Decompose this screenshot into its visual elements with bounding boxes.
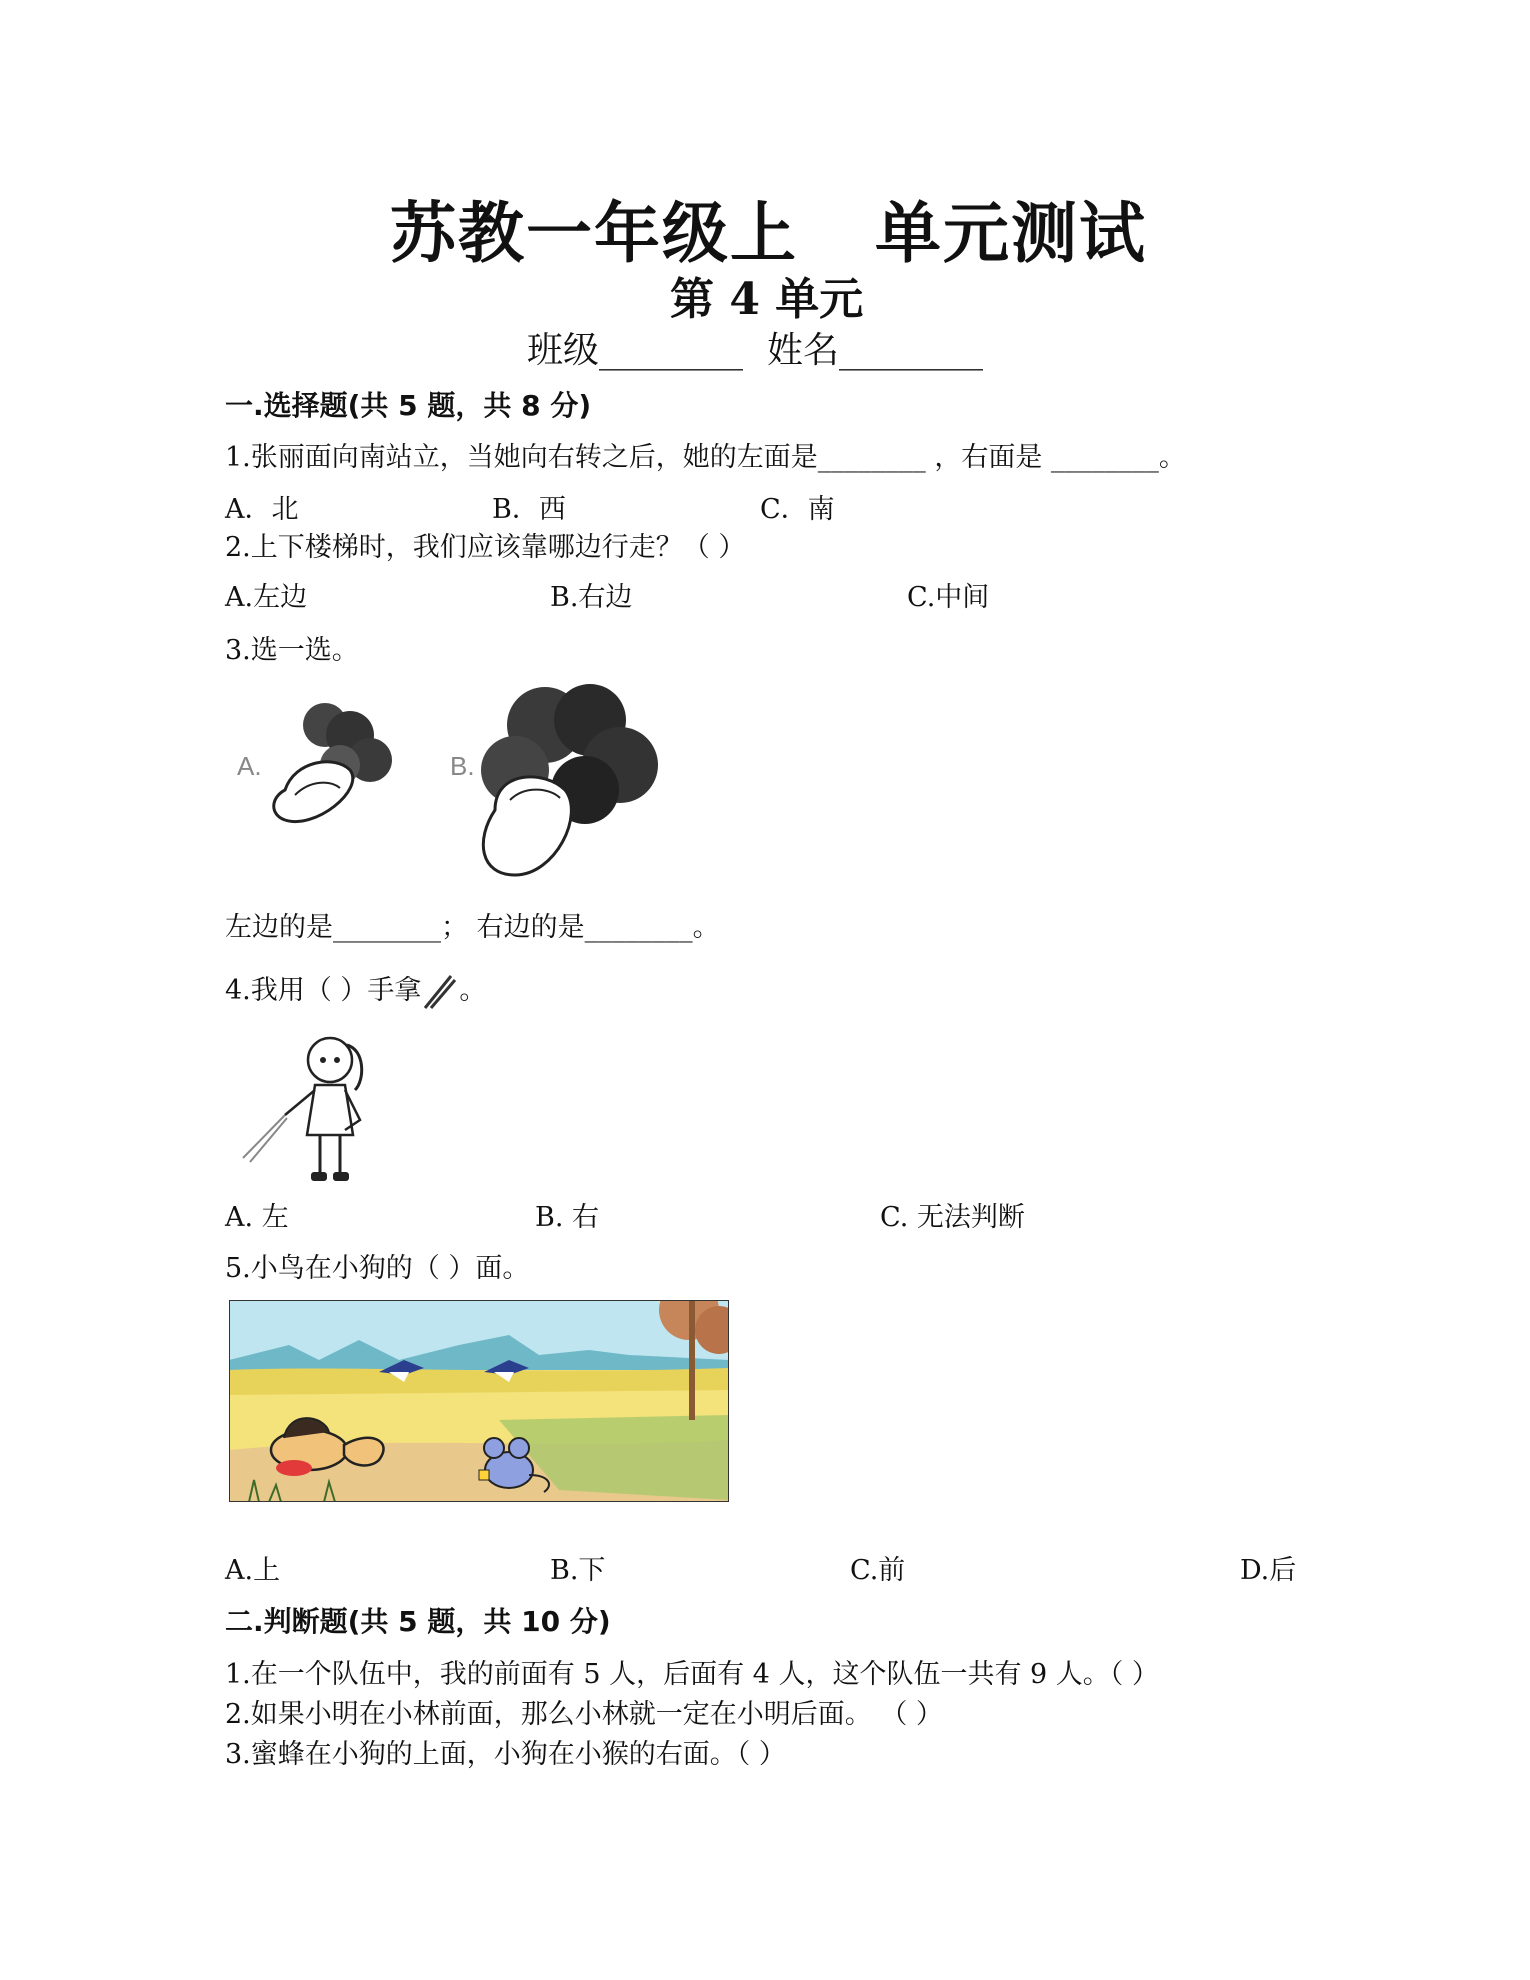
question-4: [225, 968, 486, 1012]
cabbage-label-a: A.: [237, 751, 262, 781]
q5-option-b: B.下: [550, 1555, 606, 1586]
cabbage-label-b: B.: [450, 751, 475, 781]
bird-dog-mouse-scene: [229, 1300, 729, 1502]
q4-option-b: B. 右: [535, 1202, 600, 1233]
q2-option-b: B.右边: [550, 582, 633, 613]
q3-answer-line: 左边的是________； 右边的是________。: [225, 912, 720, 943]
q5-option-c: C.前: [850, 1555, 906, 1586]
small-cabbage-icon: [274, 703, 392, 822]
tweezers-icon: [421, 972, 459, 1012]
class-field-label: 班级________: [527, 330, 744, 371]
section-heading-choice: 一.选择题(共 5 题，共 8 分): [225, 389, 592, 422]
q4-option-c: C. 无法判断: [880, 1202, 1025, 1233]
question-1: 1.张丽面向南站立，当她向右转之后，她的左面是________ ，右面是 ________。: [225, 442, 1186, 473]
judgment-item-2: 2.如果小明在小林前面，那么小林就一定在小明后面。 （ ）: [225, 1699, 943, 1730]
q1-option-a: A．北: [225, 494, 299, 525]
question-3: 3.选一选。: [225, 635, 359, 666]
large-cabbage-icon: [481, 684, 658, 875]
question-5: 5.小鸟在小狗的（ ）面。: [225, 1253, 530, 1284]
q2-option-a: A.左边: [225, 582, 308, 613]
q1-option-b: B．西: [492, 494, 566, 525]
judgment-item-3: 3.蜜蜂在小狗的上面，小狗在小猴的右面。（ ）: [225, 1739, 786, 1770]
unit-subtitle: 第 4 单元: [670, 274, 864, 325]
q4-text-before: 4.我用（ ）手拿: [225, 975, 422, 1006]
q4-text-after: 。: [459, 975, 487, 1006]
q2-option-c: C.中间: [907, 582, 990, 613]
q5-option-d: D.后: [1240, 1555, 1297, 1586]
q1-option-c: C．南: [760, 494, 835, 525]
page-title-right: 单元测试: [875, 195, 1147, 272]
q5-option-a: A.上: [225, 1555, 281, 1586]
q4-option-a: A. 左: [225, 1202, 289, 1233]
cabbage-images: [225, 680, 685, 890]
section-heading-judgment: 二.判断题(共 5 题，共 10 分): [225, 1605, 611, 1638]
question-2: 2.上下楼梯时，我们应该靠哪边行走？（ ）: [225, 532, 746, 563]
page-title-left: 苏教一年级上: [390, 195, 798, 272]
judgment-item-1: 1.在一个队伍中，我的前面有 5 人，后面有 4 人，这个队伍一共有 9 人。（ ）: [225, 1659, 1159, 1690]
girl-with-tweezers-image: [235, 1030, 385, 1190]
name-field-label: 姓名________: [767, 330, 984, 371]
